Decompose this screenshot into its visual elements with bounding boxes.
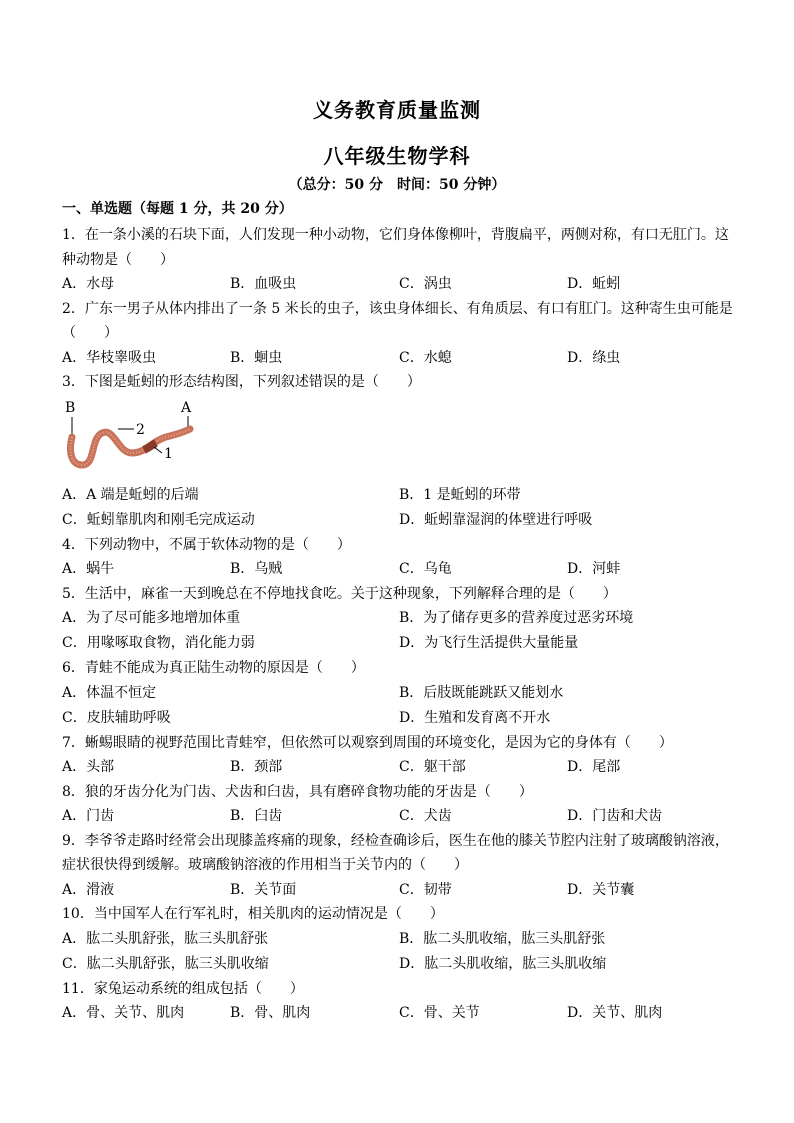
option-c[interactable]: C．躯干部 [399,759,466,775]
question-stem-continued: （ ） [62,325,118,341]
options-row [62,706,738,731]
option-c[interactable]: C．韧带 [399,881,452,898]
question-stem: 4．下列动物中，不属于软体动物的是（ ） [62,536,351,553]
option-b[interactable]: B．关节面 [230,881,297,898]
exam-info: （总分：50 分 时间：50 分钟） [288,177,506,193]
question-4 [62,533,738,582]
exam-subtitle: 八年级生物学科 [323,144,471,168]
option-c[interactable]: C．皮肤辅助呼吸 [62,709,171,726]
option-b[interactable]: B．肱二头肌收缩，肱三头肌舒张 [399,930,606,947]
options-row [62,804,738,829]
options-row [62,878,738,903]
option-d[interactable]: D．关节囊 [567,881,635,898]
label-1: 1 [164,445,173,462]
options-row [62,272,738,297]
question-stem-continued: 症状很快得到缓解。玻璃酸钠溶液的作用相当于关节内的（ ） [62,857,468,873]
question-stem: 7．蜥蜴眼睛的视野范围比青蛙窄，但依然可以观察到周围的环境变化，是因为它的身体有（ ） [62,734,673,751]
option-a[interactable]: A．骨、关节、肌肉 [62,1005,185,1021]
option-a[interactable]: A．体温不恒定 [62,684,157,701]
question-stem: 6．青蛙不能成为真正陆生动物的原因是（ ） [62,660,365,676]
label-2: 2 [136,421,145,438]
option-b[interactable]: B．1 是蚯蚓的环带 [399,486,521,503]
option-b[interactable]: B．后肢既能跳跃又能划水 [399,684,564,701]
option-b[interactable]: B．骨、肌肉 [230,1005,311,1021]
option-a[interactable]: A．A 端是蚯蚓的后端 [62,486,199,503]
options-row [62,681,738,706]
option-a[interactable]: A．为了尽可能多地增加体重 [62,610,241,626]
question-stem: 9．李爷爷走路时经常会出现膝盖疼痛的现象，经检查确诊后，医生在他的膝关节腔内注射了玻璃酸钠溶液， [62,832,729,849]
question-stem: 8．狼的牙齿分化为门齿、犬齿和臼齿，具有磨碎食物功能的牙齿是（ ） [62,783,533,800]
option-c[interactable]: C．用喙啄取食物，消化能力弱 [62,635,255,651]
question-stem: 5．生活中，麻雀一天到晚总在不停地找食吃。关于这种现象，下列解释合理的是（ ） [62,585,617,602]
question-5 [62,582,738,657]
option-c[interactable]: C．水螅 [399,349,452,366]
question-stem-continued: 种动物是（ ） [62,251,174,268]
options-row [62,508,738,533]
question-stem: 11．家兔运动系统的组成包括（ ） [62,980,304,997]
option-c[interactable]: C．犬齿 [399,808,452,824]
option-a[interactable]: A．华枝睾吸虫 [62,349,157,366]
earthworm-diagram [62,395,212,483]
option-a[interactable]: A．头部 [62,759,115,775]
exam-title: 义务教育质量监测 [313,98,481,122]
option-c[interactable]: C．骨、关节 [399,1005,480,1021]
options-row [62,927,738,952]
question-6 [62,656,738,731]
question-7 [62,731,738,780]
question-9 [62,829,738,903]
question-10 [62,902,738,977]
option-b[interactable]: B．乌贼 [230,561,283,577]
question-11 [62,977,738,1026]
clitellum-band [144,443,156,450]
question-3 [62,370,738,533]
options-row [62,952,738,977]
option-d[interactable]: D．蚯蚓靠湿润的体壁进行呼吸 [399,511,593,528]
option-a[interactable]: A．滑液 [62,881,115,898]
options-row [62,346,738,371]
option-c[interactable]: C．蚯蚓靠肌肉和刚毛完成运动 [62,511,255,528]
earthworm-figure [62,395,738,483]
option-c[interactable]: C．肱二头肌舒张，肱三头肌收缩 [62,955,269,972]
option-b[interactable]: B．为了储存更多的营养度过恶劣环境 [399,610,634,626]
label-a: A [181,399,192,416]
option-c[interactable]: C．涡虫 [399,276,452,292]
option-b[interactable]: B．臼齿 [230,808,283,824]
option-d[interactable]: D．绦虫 [567,349,621,366]
question-list [62,223,738,1026]
options-row [62,755,738,780]
options-row [62,1001,738,1026]
question-stem: 10．当中国军人在行军礼时，相关肌肉的运动情况是（ ） [62,906,444,922]
options-row [62,606,738,631]
option-d[interactable]: D．生殖和发育离不开水 [399,709,551,726]
option-a[interactable]: A．水母 [62,276,115,292]
question-2 [62,297,738,371]
question-stem: 1．在一条小溪的石块下面，人们发现一种小动物，它们身体像柳叶，背腹扁平，两侧对称，有口无肛门。这 [62,227,729,243]
option-d[interactable]: D．肱二头肌收缩，肱三头肌收缩 [399,955,607,972]
option-d[interactable]: D．门齿和犬齿 [567,808,663,824]
option-c[interactable]: C．乌龟 [399,561,452,577]
option-b[interactable]: B．颈部 [230,759,283,775]
question-stem: 3．下图是蚯蚓的形态结构图，下列叙述错误的是（ ） [62,374,421,390]
option-a[interactable]: A．门齿 [62,808,115,824]
option-d[interactable]: D．为飞行生活提供大量能量 [399,635,579,651]
section-heading: 一、单选题（每题 1 分，共 20 分） [62,201,293,217]
option-a[interactable]: A．肱二头肌舒张，肱三头肌舒张 [62,930,269,947]
options-row [62,631,738,656]
options-row [62,557,738,582]
options-row [62,483,738,508]
option-b[interactable]: B．血吸虫 [230,276,297,292]
question-stem: 2．广东一男子从体内排出了一条 5 米长的虫子，该虫身体细长、有角质层、有口有肛门。这种寄生虫可能是 [62,300,733,317]
option-a[interactable]: A．蜗牛 [62,561,115,577]
question-1 [62,223,738,297]
option-d[interactable]: D．蚯蚓 [567,276,621,292]
option-d[interactable]: D．尾部 [567,759,621,775]
label-b: B [65,399,76,416]
option-b[interactable]: B．蛔虫 [230,349,283,366]
option-d[interactable]: D．河蚌 [567,561,621,577]
pointer-1 [154,447,162,453]
option-d[interactable]: D．关节、肌肉 [567,1005,663,1021]
question-8 [62,780,738,829]
